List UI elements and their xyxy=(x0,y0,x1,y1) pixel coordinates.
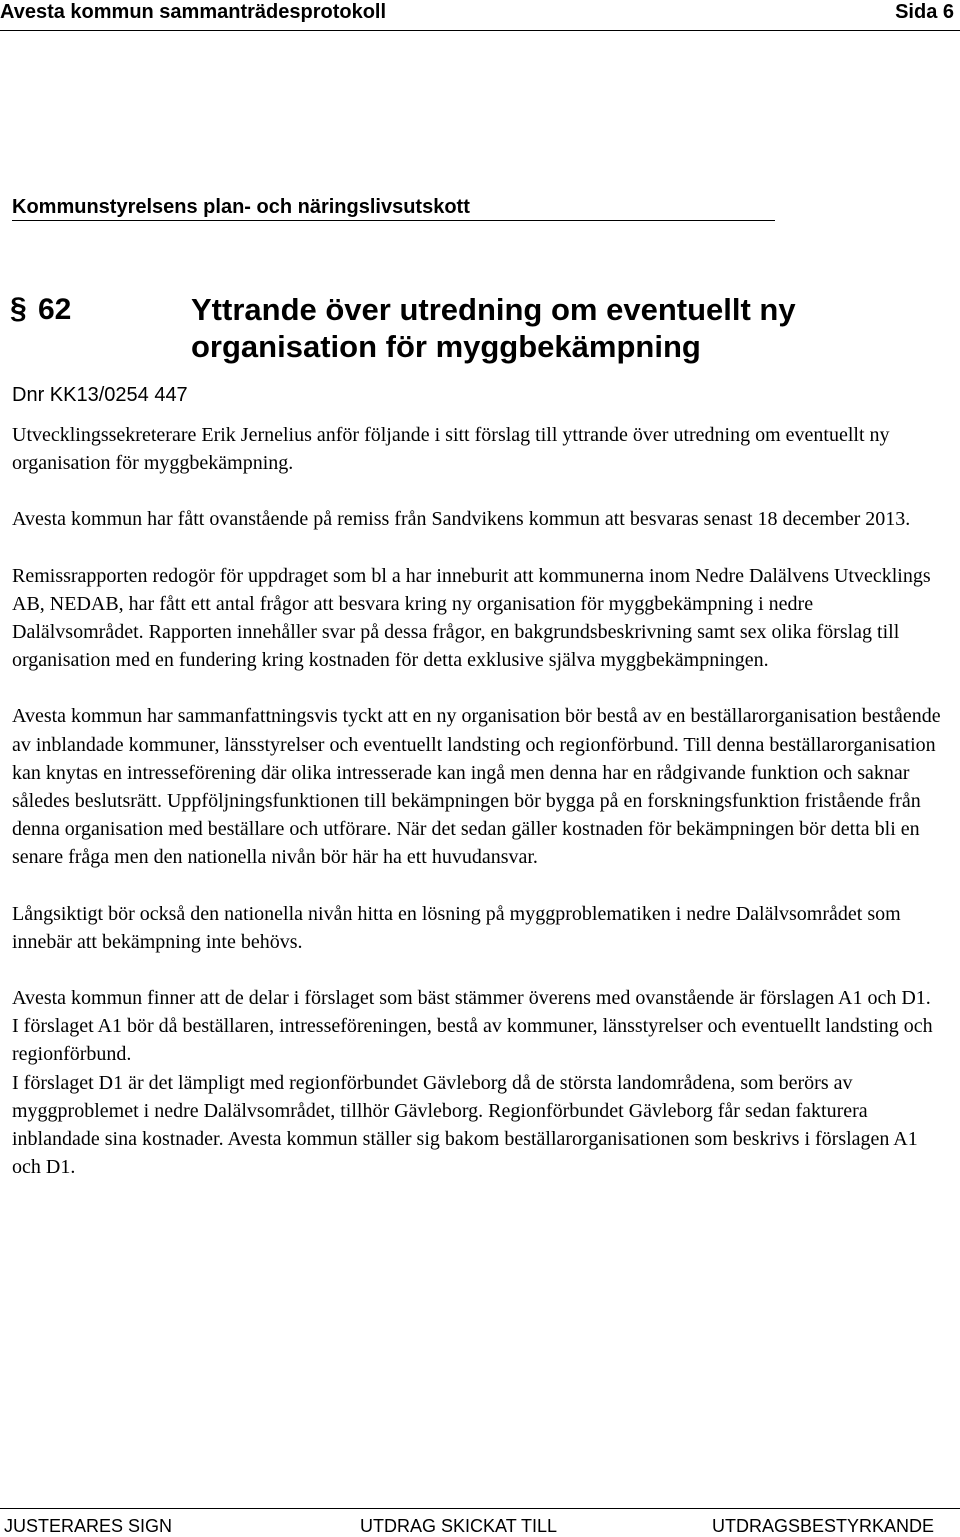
paragraph: I förslaget D1 är det lämpligt med regionförbundet Gävleborg då de största landområdena, som berörs av myggproblemet i nedre Dalälvsområdet, tillhör Gävleborg. Regionförbundet Gävleborg får sedan fakturera inblandade sina kostnader. Avesta kommun ställer sig bakom beställarorganisationen som beskrivs i förslagen A1 och D1. xyxy=(12,1071,918,1179)
section-number: 62 xyxy=(38,293,72,326)
document-title: Avesta kommun sammanträdesprotokoll xyxy=(0,1,387,23)
paragraph: Utvecklingssekreterare Erik Jernelius anför följande i sitt förslag till yttrande över utredning om eventuellt ny organisation för myggbekämpning. xyxy=(12,424,890,475)
paragraph: Avesta kommun finner att de delar i förslaget som bäst stämmer överens med ovanstående är förslagen A1 och D1. xyxy=(12,987,931,1010)
paragraph: Avesta kommun har fått ovanstående på remiss från Sandvikens kommun att besvaras senast 18 december 2013. xyxy=(12,508,911,531)
heading-line-1: Yttrande över utredning om eventuellt ny xyxy=(191,292,796,327)
paragraph: Remissrapporten redogör för uppdraget som bl a har inneburit att kommunerna inom Nedre Dalälvens Utvecklings AB, NEDAB, har fått ett antal frågor att besvara kring ny organisation för myggbekämpning i nedre Dalälvsområdet. Rapporten innehåller svar på dessa frågor, en bakgrundsbeskrivning samt sex olika förslag till organisation med en fundering kring kostnaden för detta exklusive själva myggbekämpningen. xyxy=(12,564,931,672)
committee-name: Kommunstyrelsens plan- och näringslivsutskott xyxy=(12,196,470,218)
footer-certification-label: UTDRAGSBESTYRKANDE xyxy=(711,1516,934,1536)
paragraph: I förslaget A1 bör då beställaren, intresseföreningen, bestå av kommuner, länsstyrelser och eventuellt landsting och regionförbund. xyxy=(12,1015,933,1066)
footer-signature-label: JUSTERARES SIGN xyxy=(4,1516,173,1536)
body-text xyxy=(12,421,942,1181)
page-number: Sida 6 xyxy=(895,1,954,23)
section-symbol: § xyxy=(10,292,27,325)
committee-underline xyxy=(12,220,775,221)
diary-number: Dnr KK13/0254 447 xyxy=(12,384,188,406)
paragraph: Avesta kommun har sammanfattningsvis tyckt att en ny organisation bör bestå av en beställarorganisation bestående av inblandade kommuner, länsstyrelser och eventuellt landsting och regionförbund. Till denna beställarorganisation kan knytas en intresseförening där olika intresserade kan ingå men denna har en rådgivande funktion och saknar således beslutsrätt. Uppföljningsfunktionen till bekämpningen bör bygga på en forskningsfunktion fristående från denna organisation med beställare och utförare. När det sedan gäller kostnaden för bekämpningen bör detta bli en senare fråga men den nationella nivån bör här ha ett huvudansvar. xyxy=(12,705,941,869)
footer-sent-label: UTDRAG SKICKAT TILL xyxy=(360,1516,558,1536)
heading-line-2: organisation för myggbekämpning xyxy=(191,329,701,364)
paragraph: Långsiktigt bör också den nationella nivån hitta en lösning på myggproblematiken i nedre Dalälvsområdet som innebär att bekämpning inte behövs. xyxy=(12,902,901,953)
section-heading xyxy=(191,291,796,365)
page-footer xyxy=(0,1508,960,1537)
page-header xyxy=(0,0,960,31)
